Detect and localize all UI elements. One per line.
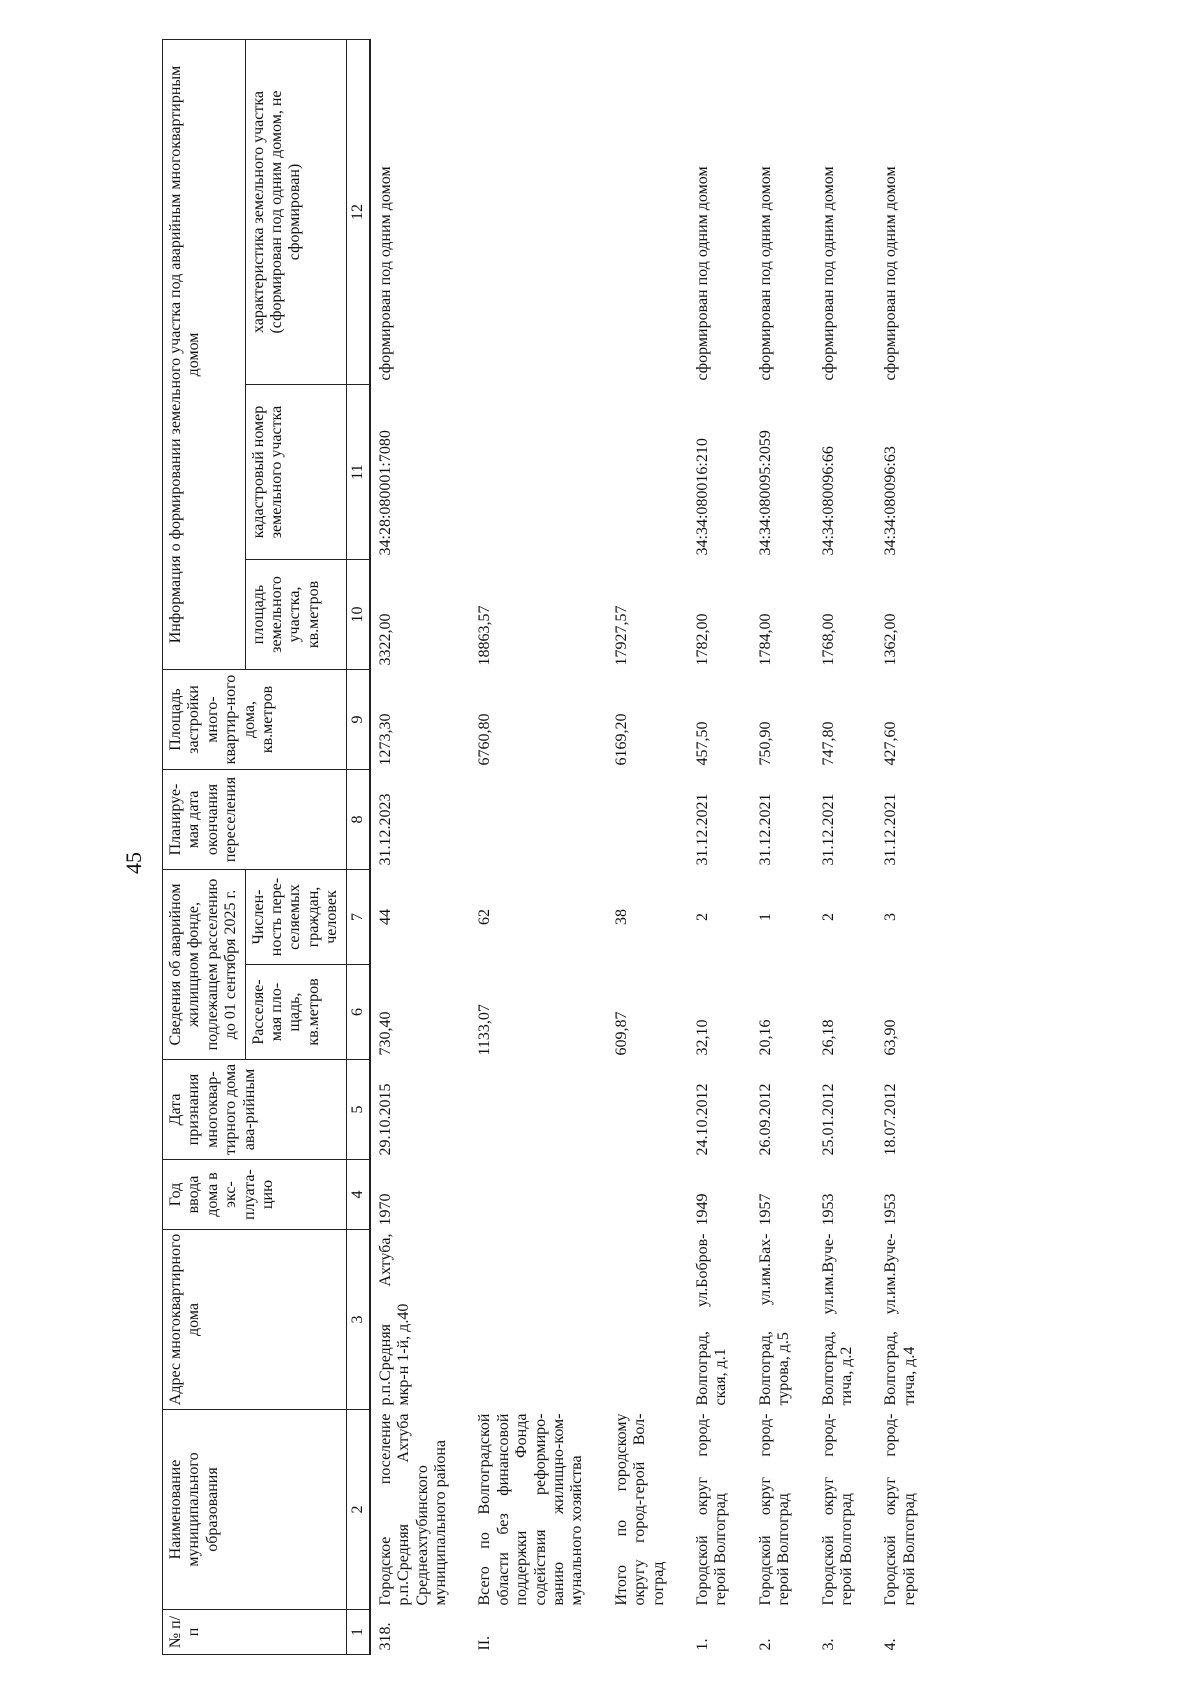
year-cell: 1970 [376, 1193, 394, 1226]
land-char-cell: сформирован под одним домом [376, 166, 394, 381]
people-cell: 1 [756, 913, 774, 921]
land-area-cell: 17927,57 [612, 605, 630, 666]
area-cell: 32,10 [693, 1019, 711, 1056]
date-cell [470, 1060, 606, 1160]
header-resettlement-group: Сведения об аварийном жилищном фонде, подлежащем расселению до 01 сентября 2025 г. [163, 870, 246, 1060]
address-cell: Волгоград, ул.им.Вучетича, д.4 [882, 1233, 918, 1406]
cadastral-cell [470, 385, 606, 560]
header-address: Адрес многоквартирного дома [163, 1230, 347, 1410]
col-number: 6 [346, 965, 370, 1060]
address-cell: Волгоград, ул.им.Вучетича, д.2 [819, 1233, 855, 1406]
page-number: 45 [121, 852, 146, 874]
col-number: 7 [346, 870, 370, 965]
land-char-cell: сформирован под одним домом [882, 166, 900, 381]
table-body [370, 39, 939, 1654]
municipality-cell: Всего по Волгоградской области без финансовой поддержки Фонда содействия реформированию жилищно-коммунального хозяйства [476, 1413, 586, 1606]
table-row [814, 39, 877, 1654]
planned-date-cell [470, 770, 606, 870]
col-number: 1 [346, 1610, 370, 1655]
header-date-recognized: Дата признания многоквар-тирного дома ава-рийным [163, 1060, 347, 1160]
row-number [607, 1610, 688, 1655]
people-cell: 2 [819, 913, 837, 921]
resettlement-table [162, 39, 939, 1655]
building-area-cell: 1273,30 [376, 713, 394, 766]
municipality-cell: Городской округ город-герой Волгоград [756, 1413, 793, 1606]
planned-date-cell [607, 770, 688, 870]
municipality-cell: Городское поселение р.п.Средняя Ахтуба Среднеахтубинского муниципального района [376, 1413, 450, 1606]
table-row [607, 39, 688, 1654]
row-number: 4. [882, 1638, 900, 1651]
cadastral-cell: 34:34:080096:66 [819, 446, 837, 556]
year-cell: 1953 [882, 1193, 900, 1226]
date-cell: 24.10.2012 [693, 1083, 711, 1156]
land-char-cell [607, 39, 688, 384]
area-cell: 63,90 [882, 1019, 900, 1056]
cadastral-cell: 34:34:080016:210 [693, 438, 711, 556]
col-number: 2 [346, 1410, 370, 1610]
people-cell: 2 [693, 913, 711, 921]
col-number: 10 [346, 560, 370, 670]
table-row [370, 39, 471, 1654]
people-cell: 38 [612, 909, 630, 925]
land-area-cell: 1768,00 [819, 613, 837, 666]
land-area-cell: 3322,00 [376, 613, 394, 666]
area-cell: 20,16 [756, 1019, 774, 1056]
municipality-cell: Итого по городскому округу город-герой Волгоград [612, 1413, 667, 1606]
header-area-resettled: Расселяе-мая пло-щадь, кв.метров [245, 965, 346, 1060]
planned-date-cell: 31.12.2023 [376, 793, 394, 866]
building-area-cell: 457,50 [693, 721, 711, 766]
header-planned-date: Планируе-мая дата окончания переселения [163, 770, 347, 870]
municipality-cell: Городской округ город-герой Волгоград [882, 1413, 918, 1606]
row-number: 3. [819, 1638, 837, 1651]
date-cell: 26.09.2012 [756, 1083, 774, 1156]
header-cadastral: кадастровый номер земельного участка [245, 385, 346, 560]
land-area-cell: 1362,00 [882, 613, 900, 666]
date-cell: 25.01.2012 [819, 1083, 837, 1156]
address-cell: Волгоград, ул.им.Бахтурова, д.5 [756, 1233, 793, 1406]
row-number: 1. [693, 1638, 711, 1651]
planned-date-cell: 31.12.2021 [693, 793, 711, 866]
date-cell: 29.10.2015 [376, 1083, 394, 1156]
building-area-cell: 427,60 [882, 721, 900, 766]
col-number: 4 [346, 1160, 370, 1230]
header-building-area: Площадь застройки много-квартир-ного дома, кв.метров [163, 670, 347, 770]
table-row [751, 39, 814, 1654]
col-number: 3 [346, 1230, 370, 1410]
land-char-cell: сформирован под одним домом [693, 166, 711, 381]
year-cell: 1953 [819, 1193, 837, 1226]
col-number: 5 [346, 1060, 370, 1160]
building-area-cell: 6760,80 [476, 713, 494, 766]
land-area-cell: 1782,00 [693, 613, 711, 666]
header-year: Год ввода дома в экс-плуата-цию [163, 1160, 347, 1230]
area-cell: 1133,07 [476, 1004, 494, 1056]
row-number: 318. [376, 1622, 394, 1651]
municipality-cell: Городской округ город-герой Волгоград [819, 1413, 855, 1606]
header-people: Числен-ность пере-селяемых граждан, человек [245, 870, 346, 965]
year-cell [607, 1160, 688, 1230]
year-cell [470, 1160, 606, 1230]
area-cell: 609,87 [612, 1011, 630, 1056]
cadastral-cell: 34:28:080001:7080 [376, 430, 394, 556]
header-municipality: Наименование муниципального образования [163, 1410, 347, 1610]
land-char-cell [470, 39, 606, 384]
land-area-cell: 18863,57 [476, 605, 494, 666]
rotated-table-wrapper [162, 40, 1032, 1655]
row-number: II. [476, 1635, 494, 1651]
header-land-char: характеристика земельного участка (сформирован под одним домом, не сформирован) [245, 39, 346, 384]
cadastral-cell: 34:34:080096:63 [882, 446, 900, 556]
area-cell: 730,40 [376, 1011, 394, 1056]
people-cell: 62 [476, 909, 494, 925]
year-cell: 1957 [756, 1193, 774, 1226]
land-char-cell: сформирован под одним домом [756, 166, 774, 381]
header-land-area: площадь земельного участка, кв.метров [245, 560, 346, 670]
col-number: 11 [346, 385, 370, 560]
header-no: № п/п [163, 1610, 347, 1655]
planned-date-cell: 31.12.2021 [882, 793, 900, 866]
cadastral-cell [607, 385, 688, 560]
table-row [470, 39, 606, 1654]
area-cell: 26,18 [819, 1019, 837, 1056]
table-row [876, 39, 939, 1654]
address-cell [607, 1230, 688, 1410]
address-cell [470, 1230, 606, 1410]
row-number: 2. [756, 1638, 774, 1651]
land-char-cell: сформирован под одним домом [819, 166, 837, 381]
date-cell [607, 1060, 688, 1160]
land-area-cell: 1784,00 [756, 613, 774, 666]
date-cell: 18.07.2012 [882, 1083, 900, 1156]
address-cell: р.п.Средняя Ахтуба, мкр-н 1-й, д.40 [376, 1233, 413, 1406]
col-number: 8 [346, 770, 370, 870]
table-row [688, 39, 751, 1654]
table-header [163, 39, 370, 1654]
year-cell: 1949 [693, 1193, 711, 1226]
planned-date-cell: 31.12.2021 [756, 793, 774, 866]
address-cell: Волгоград, ул.Бобровская, д.1 [693, 1233, 730, 1406]
column-numbers-row [346, 39, 370, 1654]
building-area-cell: 6169,20 [612, 713, 630, 766]
building-area-cell: 750,90 [756, 721, 774, 766]
people-cell: 44 [376, 909, 394, 925]
people-cell: 3 [882, 913, 900, 921]
municipality-cell: Городской округ город-герой Волгоград [693, 1413, 730, 1606]
col-number: 12 [346, 39, 370, 384]
col-number: 9 [346, 670, 370, 770]
planned-date-cell: 31.12.2021 [819, 793, 837, 866]
header-land-group: Информация о формировании земельного участка под аварийным многоквартирным домом [163, 39, 246, 669]
building-area-cell: 747,80 [819, 721, 837, 766]
cadastral-cell: 34:34:080095:2059 [756, 430, 774, 556]
